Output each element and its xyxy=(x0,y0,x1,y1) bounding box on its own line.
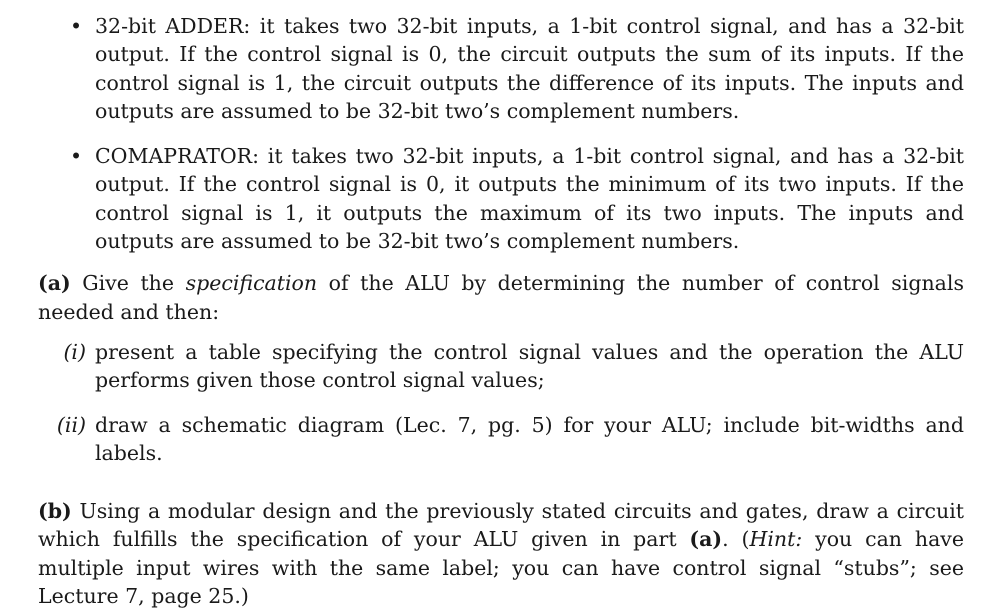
item-marker-i: (i) xyxy=(63,339,86,364)
part-a-text-before: Give the xyxy=(82,271,186,296)
part-b-hint-label: Hint: xyxy=(749,527,803,552)
item-ii-text: draw a schematic diagram (Lec. 7, pg. 5) for your ALU; include bit-widths and labels. xyxy=(95,412,964,465)
part-a-paragraph xyxy=(38,269,964,326)
part-b-ref: (a) xyxy=(689,527,723,552)
item-i-text: present a table specifying the control signal values and the operation the ALU performs given those control signal values; xyxy=(95,339,964,393)
bullet-adder xyxy=(38,12,964,125)
bullet-adder-text: 32-bit ADDER: it takes two 32-bit inputs, a 1-bit control signal, and has a 32-bit output. If the control signal is 0, the circuit outputs the sum of its inputs. If the control signal is 1, the circuit outputs the difference of its inputs. The inputs and outputs are assumed to be 32-bit two’s complement numbers. xyxy=(95,14,964,123)
part-a-item-i xyxy=(38,338,964,395)
part-b-text-after: you can have multiple input wires with the same label; you can have control signal “stubs”; see Lecture 7, page 25.) xyxy=(38,527,965,609)
item-marker-ii: (ii) xyxy=(56,412,86,437)
part-a-emphasis: specification xyxy=(185,271,318,296)
bullet-marker: • xyxy=(70,144,83,169)
document-page xyxy=(38,0,964,610)
part-b-text-mid: . ( xyxy=(722,527,750,552)
part-b-label: (b) xyxy=(38,499,72,524)
part-a-text-after: of the ALU by determining the number of control signals needed and then: xyxy=(38,271,964,324)
bullet-marker: • xyxy=(70,14,83,38)
bullet-comparator xyxy=(38,142,964,255)
part-b-paragraph xyxy=(38,497,964,610)
part-a-label: (a) xyxy=(38,271,71,296)
part-b-text-before: Using a modular design and the previously stated circuits and gates, draw a circuit which fulfills the specification of your ALU given in part xyxy=(38,499,964,552)
bullet-comparator-text: COMAPRATOR: it takes two 32-bit inputs, a 1-bit control signal, and has a 32-bit output. If the control signal is 0, it outputs the minimum of its two inputs. If the control signal is 1, it outputs the maximum of its two inputs. The inputs and outputs are assumed to be 32-bit two’s complement numbers. xyxy=(95,144,964,254)
part-a-item-ii xyxy=(38,411,964,468)
